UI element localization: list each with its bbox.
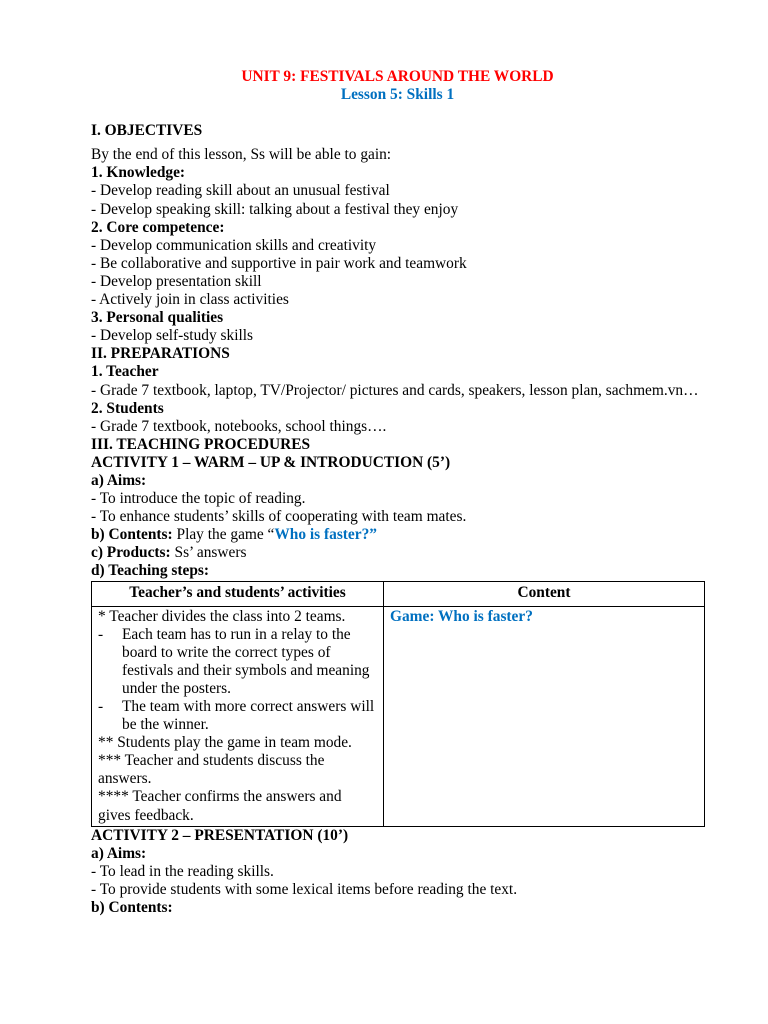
activity-line: [98, 626, 377, 698]
core-item: - Develop presentation skill: [91, 272, 262, 290]
dash-bullet: -: [98, 625, 104, 643]
game-title: Game: Who is faster?: [390, 607, 533, 625]
preparations-heading: II. PREPARATIONS: [91, 345, 230, 363]
activity2-aims-heading: a) Aims:: [91, 844, 147, 862]
spacer: [91, 104, 704, 122]
activity1-aims-heading: a) Aims:: [91, 471, 147, 489]
core-item: - Actively join in class activities: [91, 291, 289, 309]
objectives-intro: By the end of this lesson, Ss will be able to gain:: [91, 146, 392, 164]
contents-game-name: Who is faster?”: [274, 526, 377, 544]
activity1-heading: ACTIVITY 1 – WARM – UP & INTRODUCTION (5’): [91, 453, 451, 471]
table-header-row: [92, 581, 705, 606]
contents-text: Play the game “: [172, 526, 275, 544]
personal-item: - Develop self-study skills: [91, 327, 254, 345]
activity-line: * Teacher divides the class into 2 teams.: [98, 607, 346, 625]
table-row: [92, 606, 705, 826]
knowledge-item: - Develop reading skill about an unusual festival: [91, 182, 390, 200]
teaching-steps-table: [91, 581, 705, 827]
knowledge-heading: 1. Knowledge:: [91, 164, 186, 182]
content-cell: [384, 606, 705, 826]
activity-line-text: The team with more correct answers will be the winner.: [122, 698, 375, 734]
activity1-products: [91, 544, 704, 562]
objectives-heading: I. OBJECTIVES: [91, 122, 203, 140]
core-heading: 2. Core competence:: [91, 218, 225, 236]
contents-label: b) Contents:: [91, 526, 173, 544]
column-header: Content: [384, 581, 705, 606]
core-item: - Be collaborative and supportive in pair work and teamwork: [91, 254, 467, 272]
activity2-aim: - To provide students with some lexical items before reading the text.: [91, 880, 518, 898]
teacher-heading: 1. Teacher: [91, 363, 159, 381]
activity-line-text: Each team has to run in a relay to the board to write the correct types of festivals and their symbols and meaning under the posters.: [122, 625, 370, 697]
activity-line: **** Teacher confirms the answers and gives feedback.: [98, 788, 342, 824]
students-materials: - Grade 7 textbook, notebooks, school things….: [91, 417, 387, 435]
unit-title: UNIT 9: FESTIVALS AROUND THE WORLD: [241, 68, 554, 85]
activity1-aim: - To introduce the topic of reading.: [91, 490, 306, 508]
students-heading: 2. Students: [91, 399, 164, 417]
steps-heading: d) Teaching steps:: [91, 562, 210, 580]
products-label: c) Products:: [91, 544, 171, 562]
knowledge-item: - Develop speaking skill: talking about a festival they enjoy: [91, 200, 459, 218]
dash-bullet: -: [98, 698, 104, 715]
activity1-aim: - To enhance students’ skills of cooperating with team mates.: [91, 508, 467, 526]
activities-cell: [92, 606, 384, 826]
column-header: Teacher’s and students’ activities: [92, 581, 384, 606]
products-text: Ss’ answers: [170, 544, 247, 562]
activity2-contents-label: b) Contents:: [91, 899, 173, 917]
activity-line: ** Students play the game in team mode.: [98, 734, 352, 752]
lesson-title: Lesson 5: Skills 1: [340, 86, 455, 104]
teacher-materials: - Grade 7 textbook, laptop, TV/Projector/ pictures and cards, speakers, lesson plan, sachmem.vn…: [91, 381, 699, 399]
activity-line: [98, 698, 377, 734]
activity2-aim: - To lead in the reading skills.: [91, 862, 274, 880]
document-body: [91, 68, 704, 917]
personal-heading: 3. Personal qualities: [91, 309, 224, 327]
activity2-heading: ACTIVITY 2 – PRESENTATION (10’): [91, 826, 349, 844]
activity1-contents: [91, 526, 704, 544]
activity-line: *** Teacher and students discuss the answers.: [98, 752, 325, 788]
procedures-heading: III. TEACHING PROCEDURES: [91, 435, 311, 453]
core-item: - Develop communication skills and creativity: [91, 236, 377, 254]
